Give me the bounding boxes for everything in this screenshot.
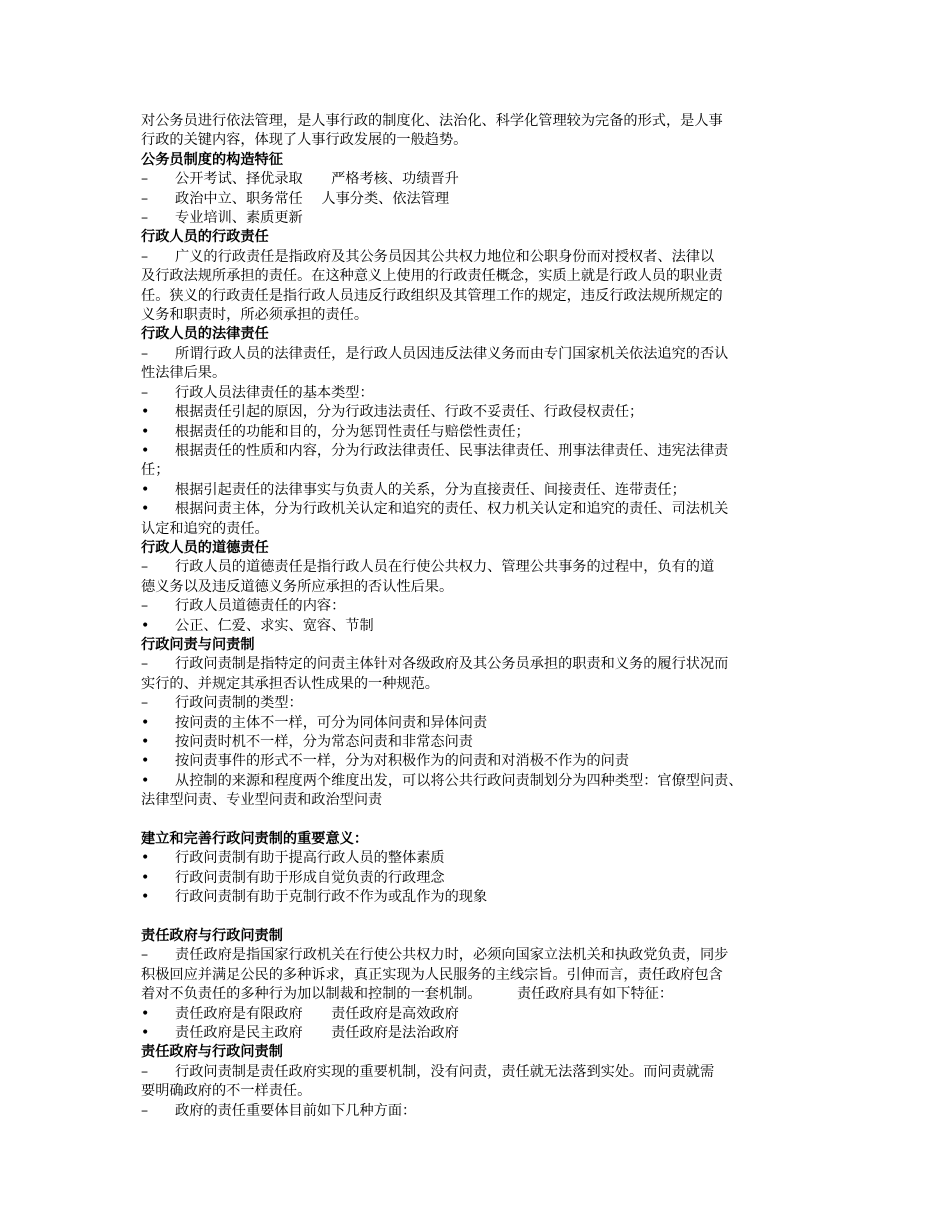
text-line <box>141 461 831 480</box>
line-text: 义务和职责时，所必须承担的责任。 <box>141 307 369 324</box>
text-line <box>141 655 831 674</box>
line-text: 行政人员的行政责任 <box>141 229 269 246</box>
text-line <box>141 112 831 131</box>
text-line <box>141 306 831 325</box>
line-text: 按问责时机不一样，分为常态问责和非常态问责 <box>175 734 473 750</box>
bullet-marker: • <box>141 714 150 731</box>
line-text: 根据责任的功能和目的，分为惩罚性责任与赔偿性责任； <box>175 423 530 440</box>
line-text: 责任政府是民主政府 责任政府是法治政府 <box>175 1025 459 1042</box>
line-text: 德义务以及违反道德义务所应承担的否认性后果。 <box>141 578 454 595</box>
text-line <box>141 1082 831 1101</box>
bullet-marker: • <box>141 501 150 518</box>
bullet-marker: • <box>141 753 150 770</box>
text-line <box>141 772 831 791</box>
line-text: 公务员制度的构造特征 <box>141 151 283 168</box>
section-heading <box>141 636 831 655</box>
section-heading <box>141 228 831 247</box>
text-line <box>141 849 831 868</box>
bullet-marker: • <box>141 869 150 886</box>
section-heading <box>141 325 831 344</box>
text-line <box>141 442 831 461</box>
dash-marker: – <box>141 210 149 227</box>
line-text: 行政问责制有助于提高行政人员的整体素质 <box>175 850 445 867</box>
line-text: 行政问责与问责制 <box>141 636 255 653</box>
bullet-marker: • <box>141 481 150 498</box>
bullet-marker: • <box>141 850 150 867</box>
line-text: 公开考试、择优录取 严格考核、功绩晋升 <box>175 171 459 188</box>
dash-marker: – <box>141 384 149 401</box>
line-text: 根据引起责任的法律事实与负责人的关系，分为直接责任、间接责任、连带责任； <box>175 481 686 498</box>
line-text: 法律型问责、专业型问责和政治型问责 <box>141 792 383 809</box>
line-text: 认定和追究的责任。 <box>141 520 269 537</box>
text-line <box>141 791 831 810</box>
line-text: 责任政府是有限政府 责任政府是高效政府 <box>175 1005 459 1022</box>
text-line <box>141 1024 831 1043</box>
line-text: 责任政府与行政问责制 <box>141 928 283 945</box>
bullet-marker: • <box>141 772 150 789</box>
text-line <box>141 131 831 150</box>
line-text: 行政问责制是指特定的问责主体针对各级政府及其公务员承担的职责和义务的履行状况而 <box>175 656 729 673</box>
dash-marker: – <box>141 656 149 673</box>
line-text: 行政人员的道德责任是指行政人员在行使公共权力、管理公共事务的过程中，负有的道 <box>175 559 715 576</box>
bullet-marker: • <box>141 423 150 440</box>
line-text: 责任政府与行政问责制 <box>141 1044 283 1061</box>
line-text: 任； <box>141 462 170 479</box>
dash-marker: – <box>141 190 149 207</box>
line-text: 公正、仁爱、求实、宽容、节制 <box>175 617 374 634</box>
section-heading <box>141 1043 831 1062</box>
line-text: 行政人员的法律责任 <box>141 326 269 343</box>
bullet-marker: • <box>141 617 150 634</box>
line-text: 政治中立、职务常任 人事分类、依法管理 <box>175 190 450 207</box>
text-line <box>141 287 831 306</box>
line-text: 按问责事件的形式不一样，分为对积极作为的问责和对消极不作为的问责 <box>175 753 630 770</box>
text-line <box>141 966 831 985</box>
line-text: 行政问责制是责任政府实现的重要机制，没有问责，责任就无法落到实处。而问责就需 <box>175 1063 715 1080</box>
section-heading <box>141 151 831 170</box>
dash-marker: – <box>141 248 149 265</box>
line-text: 积极回应并满足公民的多种诉求，真正实现为人民服务的主线宗旨。引伸而言，责任政府包含 <box>141 966 723 983</box>
line-text: 根据责任引起的原因，分为行政违法责任、行政不妥责任、行政侵权责任； <box>175 404 644 421</box>
line-text: 责任政府是指国家行政机关在行使公共权力时，必须向国家立法机关和执政党负责，同步 <box>175 947 729 964</box>
bullet-marker: • <box>141 1005 150 1022</box>
line-text: 根据责任的性质和内容，分为行政法律责任、民事法律责任、刑事法律责任、违宪法律责 <box>175 442 729 459</box>
line-text: 性法律后果。 <box>141 365 227 382</box>
line-text: 建立和完善行政问责制的重要意义： <box>141 831 369 848</box>
line-text: 行政问责制有助于形成自觉负责的行政理念 <box>175 869 445 886</box>
text-line <box>141 869 831 888</box>
text-line <box>141 733 831 752</box>
line-text: 要明确政府的不一样责任。 <box>141 1083 312 1100</box>
line-text: 广义的行政责任是指政府及其公务员因其公共权力地位和公职身份而对授权者、法律以 <box>175 248 715 265</box>
line-text: 按问责的主体不一样，可分为同体问责和异体问责 <box>175 714 488 731</box>
section-heading <box>141 830 831 849</box>
text-line <box>141 1063 831 1082</box>
line-text: 所谓行政人员的法律责任，是行政人员因违反法律义务而由专门国家机关依法追究的否认 <box>175 345 729 362</box>
bullet-marker: • <box>141 442 150 459</box>
line-text: 对公务员进行依法管理，是人事行政的制度化、法治化、科学化管理较为完备的形式，是人事 <box>141 113 723 129</box>
text-line <box>141 1005 831 1024</box>
text-line <box>141 985 831 1004</box>
text-line <box>141 345 831 364</box>
dash-marker: – <box>141 171 149 188</box>
line-text: 及行政法规所承担的责任。在这种意义上使用的行政责任概念，实质上就是行政人员的职业责 <box>141 268 723 285</box>
line-text: 实行的、并规定其承担否认性成果的一种规范。 <box>141 675 439 692</box>
text-line <box>141 520 831 539</box>
section-heading <box>141 927 831 946</box>
text-line <box>141 1102 831 1121</box>
bullet-marker: • <box>141 1025 150 1042</box>
line-text: 行政人员道德责任的内容： <box>175 598 346 615</box>
dash-marker: – <box>141 947 149 964</box>
line-text: 行政人员法律责任的基本类型： <box>175 384 374 401</box>
line-text: 行政人员的道德责任 <box>141 539 269 556</box>
text-line <box>141 714 831 733</box>
dash-marker: – <box>141 559 149 576</box>
text-line <box>141 170 831 189</box>
text-line <box>141 500 831 519</box>
text-line <box>141 617 831 636</box>
line-text: 从控制的来源和程度两个维度出发，可以将公共行政问责制划分为四种类型：官僚型问责、 <box>175 772 743 789</box>
text-line <box>141 190 831 209</box>
dash-marker: – <box>141 598 149 615</box>
text-line <box>141 267 831 286</box>
line-text: 根据问责主体，分为行政机关认定和追究的责任、权力机关认定和追究的责任、司法机关 <box>175 501 729 518</box>
line-text: 行政问责制有助于克制行政不作为或乱作为的现象 <box>175 889 488 906</box>
text-line <box>141 403 831 422</box>
section-heading <box>141 539 831 558</box>
text-line <box>141 481 831 500</box>
bullet-marker: • <box>141 404 150 421</box>
text-line <box>141 209 831 228</box>
text-line <box>141 694 831 713</box>
line-text: 行政问责制的类型： <box>175 695 303 712</box>
dash-marker: – <box>141 695 149 712</box>
line-text: 着对不负责任的多种行为加以制裁和控制的一套机制。 责任政府具有如下特征： <box>141 986 674 1003</box>
text-line <box>141 946 831 965</box>
text-line <box>141 578 831 597</box>
text-line <box>141 597 831 616</box>
line-text: 政府的责任重要体目前如下几种方面： <box>175 1102 417 1119</box>
text-line <box>141 558 831 577</box>
dash-marker: – <box>141 1102 149 1119</box>
document-body <box>141 112 831 1121</box>
text-line <box>141 423 831 442</box>
text-line <box>141 752 831 771</box>
line-text: 专业培训、素质更新 <box>175 210 303 227</box>
text-line <box>141 888 831 907</box>
dash-marker: – <box>141 1063 149 1080</box>
blank-line <box>141 811 831 830</box>
text-line <box>141 384 831 403</box>
text-line <box>141 364 831 383</box>
line-text: 行政的关键内容，体现了人事行政发展的一般趋势。 <box>141 132 468 149</box>
blank-line <box>141 908 831 927</box>
dash-marker: – <box>141 345 149 362</box>
bullet-marker: • <box>141 889 150 906</box>
text-line <box>141 675 831 694</box>
line-text: 任。狭义的行政责任是指行政人员违反行政组织及其管理工作的规定，违反行政法规所规定的 <box>141 287 723 304</box>
bullet-marker: • <box>141 734 150 750</box>
text-line <box>141 248 831 267</box>
